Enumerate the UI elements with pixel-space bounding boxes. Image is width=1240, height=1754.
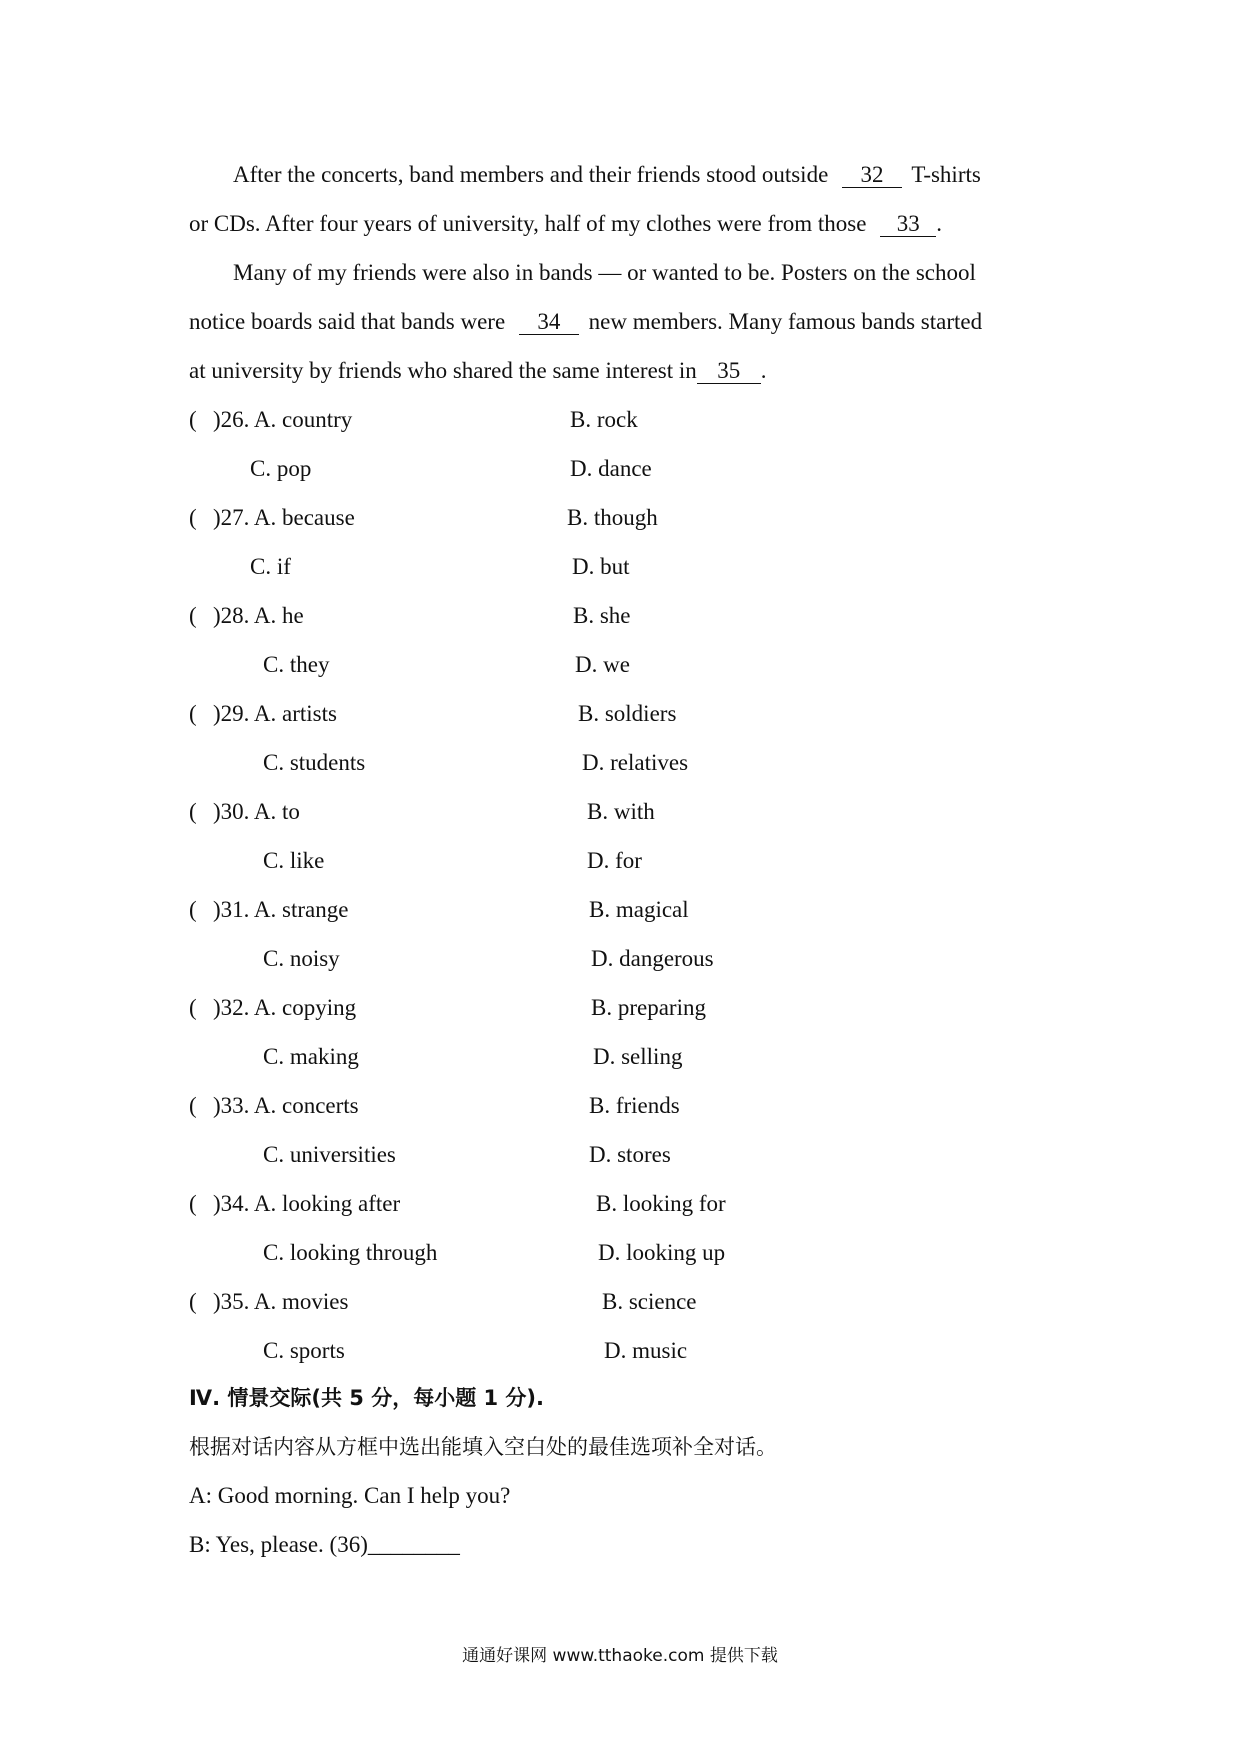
option-c: C. looking through bbox=[263, 1240, 438, 1265]
option-c: C. making bbox=[263, 1044, 359, 1069]
passage-line-1 bbox=[233, 160, 981, 190]
question-32 bbox=[189, 993, 1089, 1042]
question-31 bbox=[189, 895, 1089, 944]
passage-text: . bbox=[936, 211, 942, 236]
question-33-cd bbox=[189, 1140, 1089, 1189]
option-c: C. students bbox=[263, 750, 366, 775]
question-27-cd bbox=[189, 552, 1089, 601]
question-30-cd bbox=[189, 846, 1089, 895]
option-b: B. looking for bbox=[596, 1191, 726, 1216]
option-b: B. friends bbox=[589, 1093, 680, 1118]
option-c: C. universities bbox=[263, 1142, 396, 1167]
answer-paren: ( bbox=[189, 799, 197, 824]
question-31-cd bbox=[189, 944, 1089, 993]
answer-paren: ( bbox=[189, 1093, 197, 1118]
blank-34: 34 bbox=[519, 310, 579, 335]
passage-text: notice boards said that bands were bbox=[189, 309, 506, 334]
answer-paren: ( bbox=[189, 603, 197, 628]
option-b: B. magical bbox=[589, 897, 689, 922]
question-35-cd bbox=[189, 1336, 1089, 1385]
answer-paren: ( bbox=[189, 1289, 197, 1314]
question-26 bbox=[189, 405, 1089, 454]
question-28 bbox=[189, 601, 1089, 650]
blank-32: 32 bbox=[842, 163, 902, 188]
passage-text: or CDs. After four years of university, half of my clothes were from those bbox=[189, 211, 867, 236]
option-c: C. like bbox=[263, 848, 325, 873]
option-d: D. selling bbox=[593, 1044, 683, 1069]
option-c: C. sports bbox=[263, 1338, 345, 1363]
option-b: B. rock bbox=[570, 407, 638, 432]
blank-33: 33 bbox=[880, 212, 936, 237]
section-4-title: Ⅳ. 情景交际(共 5 分，每小题 1 分). bbox=[189, 1386, 544, 1410]
option-d: D. looking up bbox=[598, 1240, 726, 1265]
option-d: D. relatives bbox=[582, 750, 689, 775]
page-footer: 通通好课网 www.tthaoke.com 提供下载 bbox=[462, 1646, 778, 1666]
option-d: D. for bbox=[587, 848, 642, 873]
option-a: )29. A. artists bbox=[213, 701, 337, 726]
passage-text: . bbox=[760, 358, 767, 383]
section-4-instruction: 根据对话内容从方框中选出能填入空白处的最佳选项补全对话。 bbox=[189, 1435, 777, 1459]
question-29-cd bbox=[189, 748, 1089, 797]
option-a: )33. A. concerts bbox=[213, 1093, 359, 1118]
option-b: B. soldiers bbox=[578, 701, 677, 726]
question-33 bbox=[189, 1091, 1089, 1140]
option-c: C. if bbox=[250, 554, 291, 579]
passage-line-4 bbox=[189, 307, 982, 337]
option-d: D. stores bbox=[589, 1142, 671, 1167]
option-a: )30. A. to bbox=[213, 799, 300, 824]
blank-35: 35 bbox=[697, 359, 761, 384]
answer-paren: ( bbox=[189, 897, 197, 922]
question-32-cd bbox=[189, 1042, 1089, 1091]
passage-line-3: Many of my friends were also in bands — or wanted to be. Posters on the school bbox=[233, 260, 976, 285]
passage-line-2 bbox=[189, 209, 942, 239]
question-30 bbox=[189, 797, 1089, 846]
passage-text: T-shirts bbox=[911, 162, 981, 187]
question-35 bbox=[189, 1287, 1089, 1336]
question-34-cd bbox=[189, 1238, 1089, 1287]
option-d: D. we bbox=[575, 652, 630, 677]
answer-paren: ( bbox=[189, 505, 197, 530]
answer-paren: ( bbox=[189, 701, 197, 726]
option-c: C. pop bbox=[250, 456, 312, 481]
passage-line-5 bbox=[189, 356, 767, 386]
answer-paren: ( bbox=[189, 1191, 197, 1216]
option-d: D. dance bbox=[570, 456, 652, 481]
option-b: B. though bbox=[567, 505, 658, 530]
dialog-line-a: A: Good morning. Can I help you? bbox=[189, 1483, 511, 1508]
option-a: )26. A. country bbox=[213, 407, 353, 432]
option-c: C. noisy bbox=[263, 946, 340, 971]
answer-paren: ( bbox=[189, 995, 197, 1020]
question-29 bbox=[189, 699, 1089, 748]
option-b: B. with bbox=[587, 799, 655, 824]
option-b: B. she bbox=[573, 603, 631, 628]
option-b: B. science bbox=[602, 1289, 697, 1314]
passage-text: new members. Many famous bands started bbox=[588, 309, 983, 334]
option-d: D. but bbox=[572, 554, 630, 579]
option-a: )31. A. strange bbox=[213, 897, 349, 922]
option-a: )35. A. movies bbox=[213, 1289, 349, 1314]
option-c: C. they bbox=[263, 652, 330, 677]
option-d: D. dangerous bbox=[591, 946, 714, 971]
dialog-line-b: B: Yes, please. (36)________ bbox=[189, 1532, 460, 1557]
question-26-cd bbox=[189, 454, 1089, 503]
option-d: D. music bbox=[604, 1338, 688, 1363]
question-34 bbox=[189, 1189, 1089, 1238]
option-a: )34. A. looking after bbox=[213, 1191, 401, 1216]
passage-text: at university by friends who shared the same interest in bbox=[189, 358, 697, 383]
question-28-cd bbox=[189, 650, 1089, 699]
answer-paren: ( bbox=[189, 407, 197, 432]
option-b: B. preparing bbox=[591, 995, 706, 1020]
option-a: )32. A. copying bbox=[213, 995, 357, 1020]
passage-text: After the concerts, band members and their friends stood outside bbox=[233, 162, 829, 187]
option-a: )28. A. he bbox=[213, 603, 304, 628]
question-27 bbox=[189, 503, 1089, 552]
option-a: )27. A. because bbox=[213, 505, 355, 530]
